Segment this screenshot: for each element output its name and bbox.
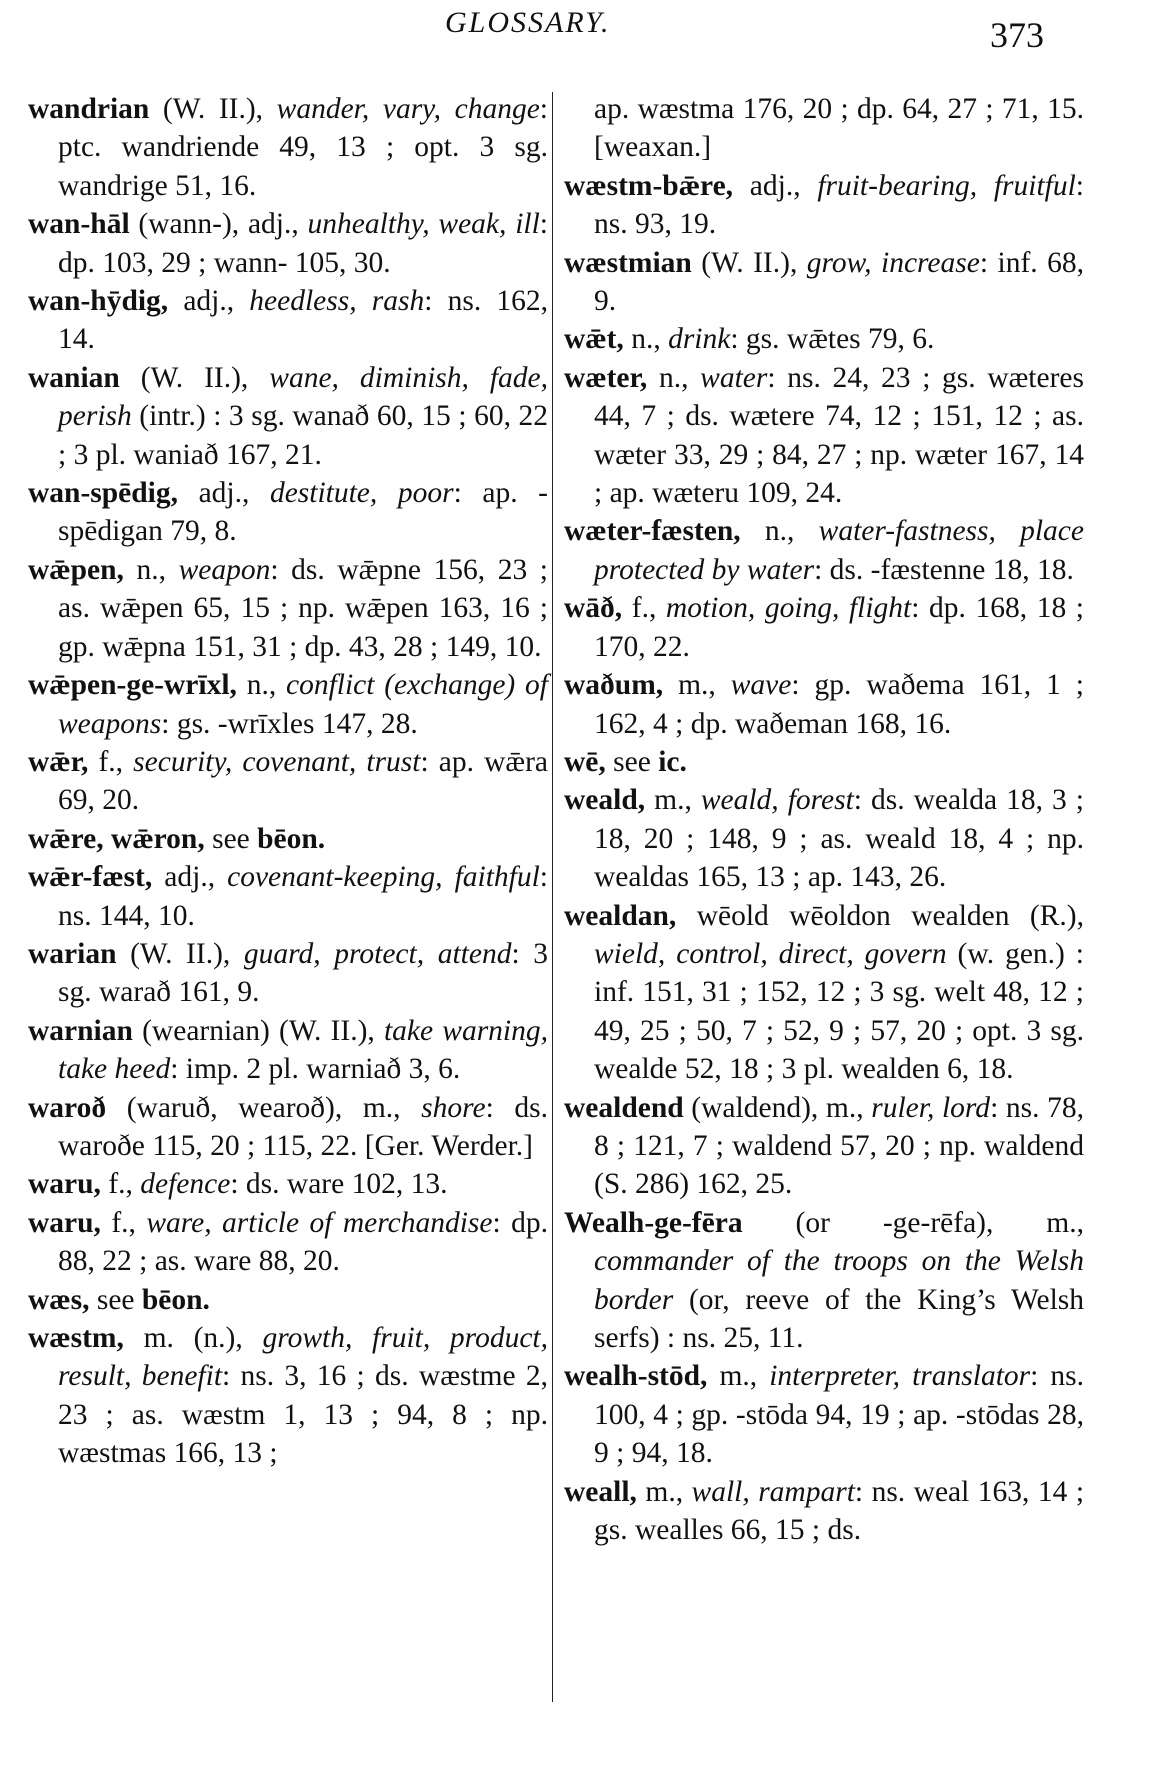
definition: destitute, poor	[269, 477, 454, 510]
headword: wæstm,	[28, 1322, 124, 1354]
headword: waru,	[28, 1168, 101, 1201]
glossary-entry	[564, 359, 1084, 513]
citations: : ds. wǣpne 156, 23 ; as. wǣpen 65, 15 ; np. wǣpen 163, 16 ; gp. wǣpna 151, 31 ; dp. 43, 28 ; 149, 10.	[58, 553, 549, 663]
grammar-info: m. (n.),	[123, 1322, 263, 1354]
definition: ware, article of merchandise	[146, 1206, 493, 1239]
definition: commander of the troops on the Welsh border	[594, 1245, 1084, 1316]
glossary-entry	[28, 666, 548, 743]
headword: wan-hāl	[28, 208, 130, 241]
page-title: GLOSSARY.	[445, 6, 611, 39]
definition: wave	[730, 669, 792, 702]
glossary-entry	[28, 820, 548, 858]
headword: wealdan,	[564, 899, 677, 932]
definition: water-fastness, place protected by water	[594, 515, 1084, 586]
headword: wǣpen,	[28, 553, 124, 586]
citations: : gs. -wrīxles 147, 28.	[161, 707, 418, 740]
citations: : ns. weal 163, 14 ; gs. wealles 66, 15 ; ds.	[594, 1475, 1085, 1547]
definition: ruler, lord	[871, 1091, 991, 1124]
citations: : ds. wealda 18, 3 ; 18, 20 ; 148, 9 ; as. weald 18, 4 ; np. wealdas 165, 13 ; ap. 143, 26.	[594, 784, 1084, 894]
glossary-entry	[28, 1012, 548, 1089]
glossary-entry	[28, 474, 548, 551]
grammar-info: adj.,	[152, 861, 228, 894]
glossary-entry	[564, 1204, 1084, 1358]
headword: wæstm-bǣre,	[564, 169, 734, 202]
headword: wan-hȳdig,	[28, 285, 169, 318]
definition: drink	[668, 323, 731, 356]
headword: waðum,	[564, 669, 664, 702]
glossary-entry	[564, 1357, 1084, 1472]
glossary-entry	[28, 90, 548, 205]
definition: wander, vary, change	[276, 93, 540, 125]
definition: unhealthy, weak, ill	[307, 208, 540, 241]
citations: : ap. -spēdigan 79, 8.	[58, 477, 548, 548]
definition: wield, control, direct, govern	[594, 937, 947, 970]
grammar-info: (waruð, wearoð), m.,	[106, 1091, 422, 1124]
headword: wealh-stōd,	[564, 1360, 708, 1393]
grammar-info: (waldend), m.,	[683, 1091, 872, 1124]
grammar-info: n.,	[647, 361, 701, 394]
grammar-info: adj.,	[168, 285, 250, 318]
glossary-entry	[28, 743, 548, 820]
headword: wæter-fæsten,	[564, 515, 741, 548]
grammar-info: f.,	[100, 1168, 141, 1201]
definition: grow, increase	[806, 246, 980, 279]
definition: interpreter, translator	[769, 1360, 1031, 1393]
definition: heedless, rash	[249, 285, 425, 318]
glossary-entry	[564, 244, 1084, 321]
glossary-entry	[564, 589, 1084, 666]
right-column	[564, 90, 1084, 1549]
definition: weald, forest	[700, 784, 854, 817]
citations: : ds. ware 102, 13.	[230, 1168, 448, 1201]
definition: wane, diminish, fade, perish	[58, 361, 548, 433]
headword: wan-spēdig,	[28, 477, 178, 510]
cross-reference: ic.	[658, 745, 687, 778]
grammar-info: (or -ge-rēfa), m.,	[742, 1206, 1084, 1239]
definition: wall, rampart	[691, 1475, 855, 1508]
grammar-info: see	[89, 1283, 142, 1316]
grammar-info: n.,	[236, 669, 286, 702]
glossary-entry	[564, 1089, 1084, 1204]
definition: motion, going, flight	[665, 592, 912, 625]
citations: : ns. 78, 8 ; 121, 7 ; waldend 57, 20 ; np. waldend (S. 286) 162, 25.	[594, 1091, 1085, 1201]
grammar-info: n.,	[123, 553, 179, 586]
glossary-entry	[28, 551, 548, 666]
headword: wǣre, wǣron,	[28, 822, 205, 855]
definition: water	[700, 361, 768, 394]
glossary-entry	[28, 1319, 548, 1473]
citations: : 3 sg. warað 161, 9.	[58, 937, 549, 1009]
grammar-info: f.,	[622, 592, 666, 625]
running-head	[0, 2, 1158, 55]
glossary-entry	[28, 205, 548, 282]
headword: waroð	[28, 1091, 107, 1124]
grammar-info: m.,	[636, 1475, 692, 1508]
headword: warian	[28, 937, 117, 970]
citations: : gs. wǣtes 79, 6.	[730, 323, 935, 356]
grammar-info: (W. II.),	[119, 361, 270, 394]
glossary-entry-continued	[564, 90, 1084, 167]
glossary-entry	[28, 1204, 548, 1281]
definition: growth, fruit, product, result, benefit	[58, 1322, 548, 1393]
headword: wǣpen-ge-wrīxl,	[28, 669, 237, 702]
headword: wealdend	[564, 1091, 684, 1124]
headword: wǣt,	[564, 323, 624, 356]
headword: wāð,	[564, 592, 623, 625]
definition: weapon	[178, 553, 271, 586]
glossary-entry	[564, 1473, 1084, 1550]
definition: guard, protect, attend	[243, 937, 512, 970]
page-number: 373	[990, 15, 1044, 55]
glossary-entry	[28, 282, 548, 359]
glossary-entry	[28, 935, 548, 1012]
glossary-entry	[564, 743, 1084, 781]
citations: : ns. 24, 23 ; gs. wæteres 44, 7 ; ds. wætere 74, 12 ; 151, 12 ; as. wæter 33, 29 ; 84, 27 ; np. wæter 167, 14 ; ap. wæteru 109, 24.	[594, 361, 1084, 510]
headword: wandrian	[28, 93, 150, 125]
definition: take warning, take heed	[58, 1014, 548, 1086]
glossary-entry	[564, 781, 1084, 896]
left-column	[28, 90, 548, 1473]
headword: waru,	[28, 1206, 101, 1239]
grammar-info: (wearnian) (W. II.),	[132, 1014, 384, 1047]
headword: weall,	[564, 1475, 637, 1508]
grammar-info: n.,	[623, 323, 669, 356]
cross-reference: bēon.	[141, 1283, 210, 1316]
grammar-info: see	[605, 745, 659, 778]
glossary-entry	[564, 666, 1084, 743]
grammar-info: ap. wæstma 176, 20 ; dp. 64, 27 ; 71, 15. [weaxan.]	[594, 93, 1084, 164]
citations: : dp. 168, 18 ; 170, 22.	[594, 592, 1084, 663]
glossary-entry	[28, 1165, 548, 1203]
citations: : ds. -fæstenne 18, 18.	[814, 553, 1074, 586]
grammar-info: adj.,	[733, 169, 818, 202]
citations: : ns. 144, 10.	[58, 861, 548, 932]
citations: : ptc. wandriende 49, 13 ; opt. 3 sg. wandrige 51, 16.	[58, 93, 548, 202]
headword: weald,	[564, 784, 646, 817]
glossary-entry	[28, 1281, 548, 1319]
glossary-entry	[28, 858, 548, 935]
glossary-entry	[564, 320, 1084, 358]
grammar-info: f.,	[88, 745, 134, 778]
headword: Wealh-ge-fēra	[564, 1206, 743, 1239]
citations: (w. gen.) : inf. 151, 31 ; 152, 12 ; 3 sg. welt 48, 12 ; 49, 25 ; 50, 7 ; 52, 9 ; 57, 20 ; opt. 3 sg. wealde 52, 18 ; 3 pl. wealden 6, 18.	[594, 937, 1084, 1086]
glossary-entry	[28, 359, 548, 474]
grammar-info: (W. II.),	[149, 93, 277, 125]
citations: : ap. wǣra 69, 20.	[58, 745, 549, 817]
citations: : imp. 2 pl. warniað 3, 6.	[170, 1053, 461, 1086]
grammar-info: m.,	[663, 669, 731, 702]
citations: : ns. 93, 19.	[594, 169, 1084, 241]
citations: : inf. 68, 9.	[594, 246, 1085, 318]
grammar-info: adj.,	[178, 477, 270, 510]
headword: wanian	[28, 361, 120, 394]
cross-reference: bēon.	[257, 822, 326, 855]
grammar-info: (W. II.),	[116, 937, 244, 970]
definition: conflict (exchange) of weapons	[58, 669, 548, 740]
headword: wē,	[564, 745, 606, 778]
grammar-info: see	[204, 822, 258, 855]
glossary-entry	[564, 512, 1084, 589]
citations: : gp. waðema 161, 1 ; 162, 4 ; dp. waðeman 168, 16.	[594, 669, 1084, 740]
definition: shore	[421, 1091, 486, 1124]
definition: security, covenant, trust	[133, 745, 421, 778]
citations: : ns. 162, 14.	[58, 285, 548, 356]
headword: warnian	[28, 1014, 133, 1047]
headword: wǣr-fæst,	[28, 861, 153, 894]
headword: wǣr,	[28, 745, 89, 778]
headword: wæter,	[564, 361, 648, 394]
citations: : ds. waroðe 115, 20 ; 115, 22. [Ger. Werder.]	[58, 1091, 548, 1162]
citations: : ns. 100, 4 ; gp. -stōda 94, 19 ; ap. -stōdas 28, 9 ; 94, 18.	[594, 1360, 1084, 1470]
citations: (intr.) : 3 sg. wanað 60, 15 ; 60, 22 ; 3 pl. waniað 167, 21.	[58, 400, 548, 471]
citations: : dp. 88, 22 ; as. ware 88, 20.	[58, 1206, 548, 1278]
headword: wæstmian	[564, 246, 692, 279]
definition: defence	[140, 1168, 231, 1201]
column-divider	[552, 92, 553, 1702]
grammar-info: (wann-), adj.,	[129, 208, 308, 241]
grammar-info: (W. II.),	[691, 246, 807, 279]
definition: covenant-keeping, faithful	[227, 861, 540, 894]
glossary-entry	[28, 1089, 548, 1166]
citations: (or, reeve of the King’s Welsh serfs) : ns. 25, 11.	[594, 1283, 1084, 1354]
headword: wæs,	[28, 1283, 90, 1316]
glossary-entry	[564, 167, 1084, 244]
grammar-info: m.,	[707, 1360, 770, 1393]
glossary-entry	[564, 897, 1084, 1089]
citations: : dp. 103, 29 ; wann- 105, 30.	[58, 208, 548, 279]
grammar-info: f.,	[100, 1206, 147, 1239]
grammar-info: wēold wēoldon wealden (R.),	[676, 899, 1084, 932]
grammar-info: n.,	[740, 515, 819, 548]
definition: fruit-bearing, fruitful	[817, 169, 1076, 202]
grammar-info: m.,	[645, 784, 701, 817]
citations: : ns. 3, 16 ; ds. wæstme 2, 23 ; as. wæstm 1, 13 ; 94, 8 ; np. wæstmas 166, 13 ;	[58, 1360, 548, 1470]
